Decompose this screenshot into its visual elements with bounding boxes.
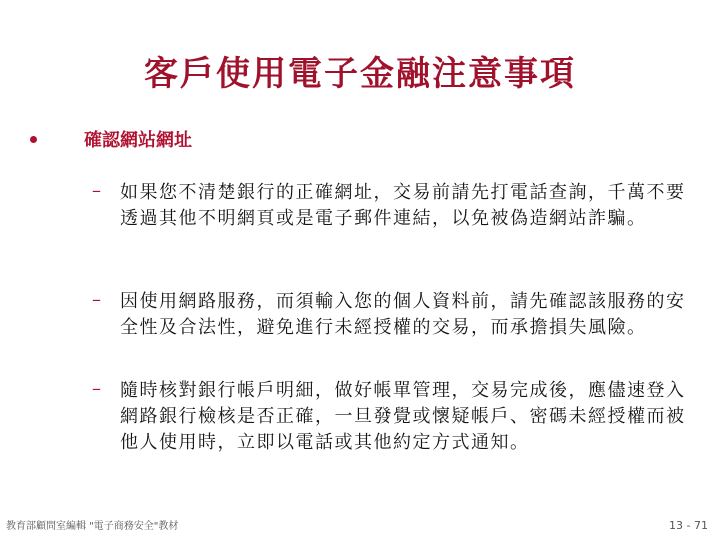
dash-icon: – (92, 180, 101, 201)
bullet-dot-icon (30, 136, 37, 143)
dash-icon: – (92, 378, 101, 399)
footer-source: 教育部顧問室編輯 "電子商務安全"教材 (6, 521, 179, 532)
sub-item-text: 因使用網路服務，而須輸入您的個人資料前，請先確認該服務的安全性及合法性，避免進行未經授權的交易，而承擔損失風險。 (120, 291, 686, 338)
dash-icon: – (92, 289, 101, 310)
bullet-heading: 確認網站網址 (84, 130, 192, 151)
slide-title: 客戶使用電子金融注意事項 (144, 54, 576, 94)
sub-item-text: 如果您不清楚銀行的正確網址，交易前請先打電話查詢，千萬不要透過其他不明網頁或是電子郵件連結，以免被偽造網站詐騙。 (120, 182, 686, 229)
sub-item-text: 隨時核對銀行帳戶明細，做好帳單管理，交易完成後，應儘速登入網路銀行檢核是否正確，一旦發覺或懷疑帳戶、密碼未經授權而被他人使用時，立即以電話或其他約定方式通知。 (120, 380, 686, 453)
page-number: 13 - 71 (669, 519, 708, 532)
